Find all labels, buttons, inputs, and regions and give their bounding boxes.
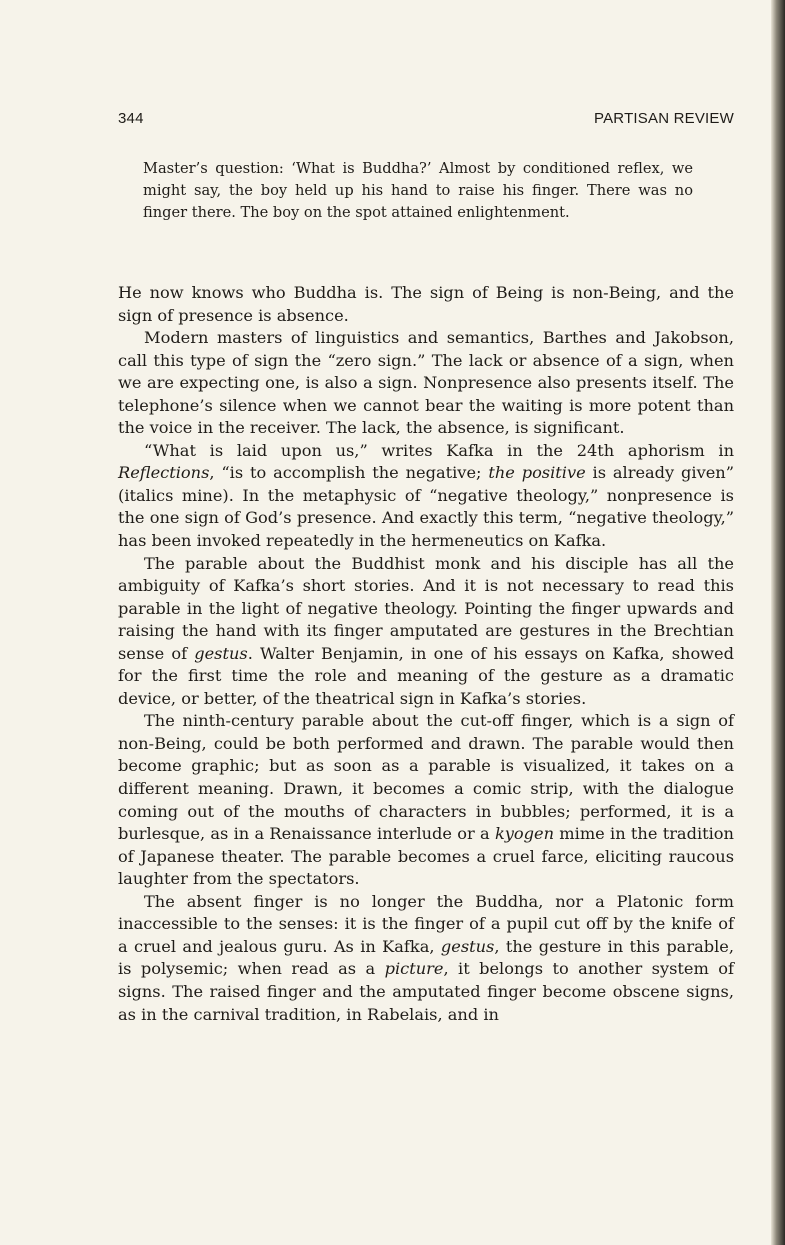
italic-reflections: Reflections (118, 463, 210, 483)
paragraph-2: Modern masters of linguistics and semantics, Barthes and Jakobson, call this type of sign the “zero sign.” The lack or absence of a sign, when we are expecting one, is also a sign. Nonpresence also presents itself. The telephone’s silence when we cannot bear the waiting is more potent than the voice in the receiver. The lack, the absence, is significant. (118, 328, 734, 438)
paragraph-3-text-3: is already given” (italics mine). In the metaphysic of “negative theology,” nonpresence is the one sign of God’s presence. And exactly this term, “negative theology,” has been invoked repeatedly in the hermeneutics on Kafka. (118, 463, 734, 551)
page-binding-edge (771, 0, 785, 1245)
paragraph-4-text-1: The parable about the Buddhist monk and his disciple has all the ambiguity of Kafka’s short stories. And it is not necessary to read this parable in the light of negative theology. Pointing the finger upwards and raising the hand with its finger amputated are gestures in the Brechtian sense of (118, 553, 734, 663)
italic-gestus: gestus (194, 643, 248, 663)
paragraph-3-text-2: , “is to accomplish the negative; (209, 463, 489, 483)
paragraph-5-text-1: The ninth-century parable about the cut-off finger, which is a sign of non-Being, could be both performed and drawn. The parable would then become graphic; but as soon as a parable is visualized, it takes on a different meaning. Drawn, it becomes a comic strip, with the dialogue coming out of the mouths of characters in bubbles; performed, it is a burlesque, as in a Renaissance interlude or a (118, 711, 734, 844)
journal-title: PARTISAN REVIEW (594, 110, 734, 127)
paragraph-4 (118, 553, 734, 711)
paragraph-3 (118, 440, 734, 553)
paragraph-5-text-2: mime in the tradition of Japanese theater. The parable becomes a cruel farce, eliciting raucous laughter from the spectators. (118, 824, 734, 889)
italic-gestus-2: gestus (440, 936, 495, 956)
italic-the-positive: the positive (488, 463, 586, 483)
body-text (118, 282, 734, 1026)
paragraph-6-text-3: , it belongs to another system of signs. The raised finger and the amputated finger become obscene signs, as in the carnival tradition, in Rabelais, and in (118, 959, 734, 1024)
paragraph-5 (118, 710, 734, 890)
italic-picture: picture (384, 959, 444, 979)
paragraph-6-text-2: , the gesture in this parable, is polysemic; when read as a (118, 936, 734, 979)
paragraph-4-text-2: . Walter Benjamin, in one of his essays on Kafka, showed for the first time the role and meaning of the gesture as a dramatic device, or better, of the theatrical sign in Kafka’s stories. (118, 643, 734, 708)
page-number: 344 (118, 110, 144, 127)
block-quote-text: Master’s question: ‘What is Buddha?’ Almost by conditioned reflex, we might say, the boy held up his hand to raise his finger. There was no finger there. The boy on the spot attained enlightenment. (143, 160, 693, 221)
block-quote (143, 158, 693, 224)
running-header (118, 110, 734, 132)
paragraph-6-text-1: The absent finger is no longer the Buddha, nor a Platonic form inaccessible to the senses: it is the finger of a pupil cut off by the knife of a cruel and jealous guru. As in Kafka, (118, 891, 734, 956)
paragraph-1: He now knows who Buddha is. The sign of Being is non-Being, and the sign of presence is absence. (118, 283, 734, 325)
paragraph-3-text-1: “What is laid upon us,” writes Kafka in the 24th aphorism in (144, 440, 734, 460)
paragraph-6 (118, 891, 734, 1026)
italic-kyogen: kyogen (494, 824, 555, 844)
